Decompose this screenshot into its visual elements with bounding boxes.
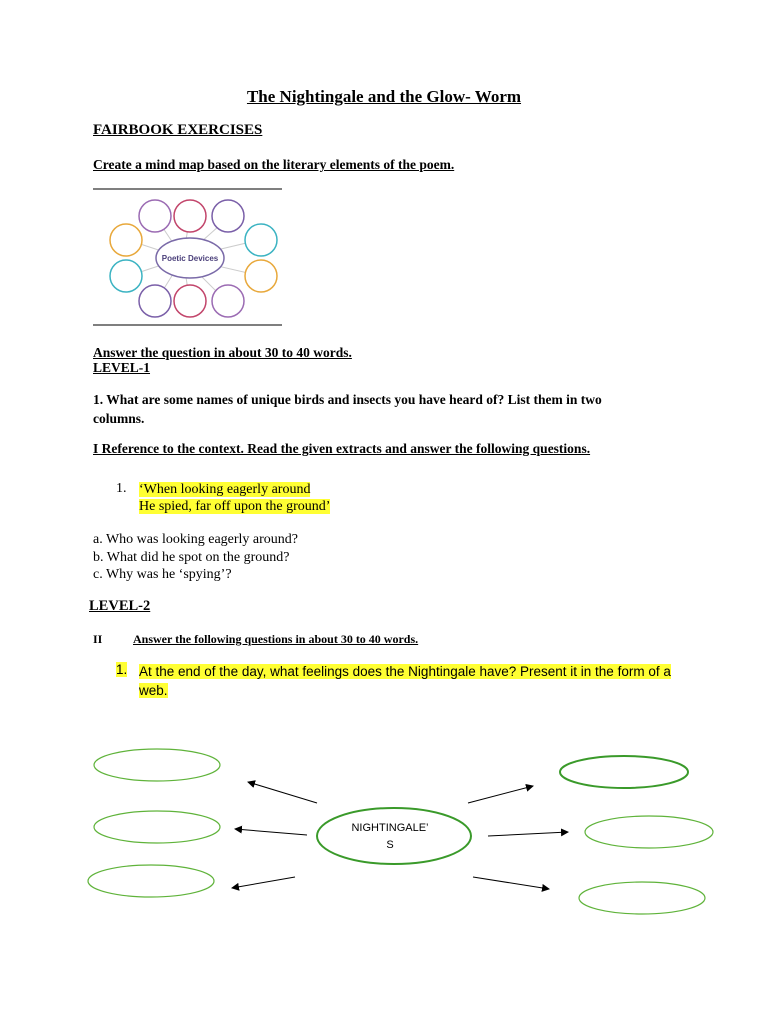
mind-map-center-text: Poetic Devices [161,254,219,263]
subquestion-a: a. Who was looking eagerly around? [93,532,299,547]
exercises-heading: FAIRBOOK EXERCISES [93,122,263,138]
subquestions-list [93,531,298,584]
section-2-heading [93,632,418,647]
extract-number: 1. [116,481,127,496]
web-bubble-left-top [94,749,220,781]
mind-map-instruction: Create a mind map based on the literary elements of the poem. [93,157,455,172]
level-1-heading: LEVEL-1 [93,360,151,375]
web-bubble-left-bottom [88,865,214,897]
web-bubble-right-bottom [579,882,705,914]
section-2-text: Answer the following questions in about 30 to 40 words. [133,632,419,646]
question-1: 1. What are some names of unique birds and insects you have heard of? List them in two columns. [93,392,602,426]
level-2-heading: LEVEL-2 [89,598,151,614]
arrow-left-bottom [232,877,295,888]
extract-line-2: He spied, far off upon the ground’ [139,499,331,514]
extract [139,481,330,515]
extract-line-1: ‘When looking eagerly around [139,482,311,497]
subquestion-c: c. Why was he ‘spying’? [93,567,232,582]
web-bubble-left-middle [94,811,220,843]
subquestion-b: b. What did he spot on the ground? [93,549,290,565]
reference-instruction: I Reference to the context. Read the given extracts and answer the following questions. [93,441,591,456]
answer-instruction: Answer the question in about 30 to 40 words. [93,345,352,360]
arrow-right-bottom [473,877,549,889]
web-question-number: 1. [116,662,128,677]
page-title: The Nightingale and the Glow- Worm [246,87,522,106]
web-bubble-right-top [560,756,688,788]
web-bubble-right-middle [585,816,713,848]
arrow-left-top [248,782,317,803]
web-question: At the end of the day, what feelings does the Nightingale have? Present it in the form of a web. [139,664,671,698]
arrow-right-middle [488,832,568,836]
web-center-label [340,820,440,854]
mind-map-image [93,188,282,327]
web-center-line-2: S [386,839,394,851]
web-center-line-1: NIGHTINGALE’ [351,822,429,834]
arrow-right-top [468,786,533,803]
arrow-left-middle [235,829,307,835]
section-2-numeral: II [93,632,103,646]
